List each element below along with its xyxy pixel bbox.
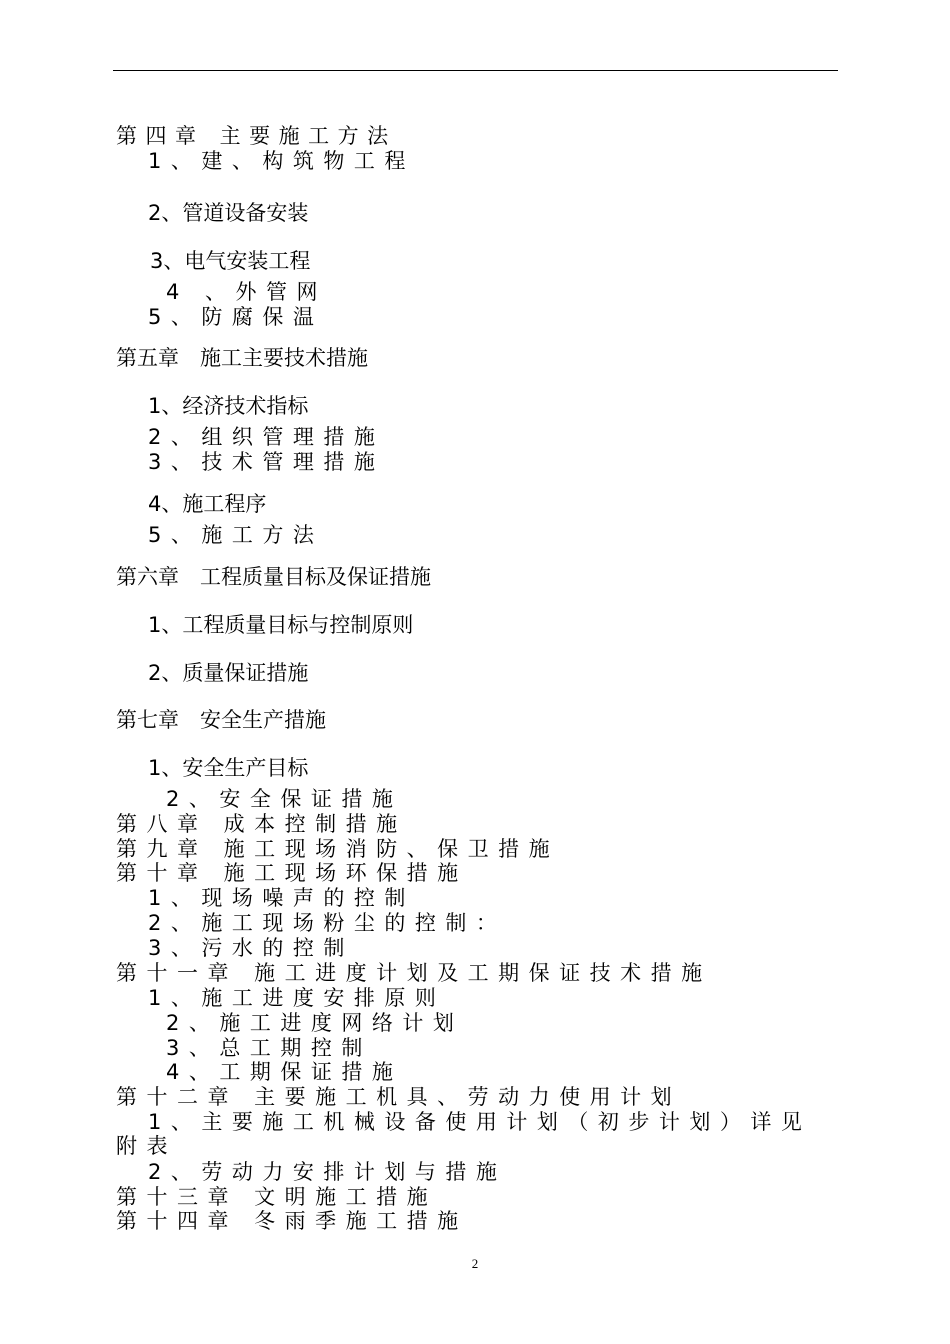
toc-chapter-10: 第十章 施工现场环保措施: [116, 861, 468, 885]
toc-chapter-6: 第六章 工程质量目标及保证措施: [116, 565, 431, 589]
toc-chapter-5: 第五章 施工主要技术措施: [116, 346, 368, 370]
toc-chapter-9: 第九章 施工现场消防、保卫措施: [116, 837, 560, 861]
toc-chapter-4: 第四章 主要施工方法: [116, 124, 397, 148]
header-rule: [113, 70, 838, 71]
toc-item-12-1: 1、主要施工机械设备使用计划（初步计划）详见附表: [116, 1110, 812, 1158]
toc-chapter-13: 第十三章 文明施工措施: [116, 1185, 438, 1209]
toc-item-10-1: 1、现场噪声的控制: [148, 886, 415, 910]
toc-item-11-1: 1、施工进度安排原则: [148, 986, 446, 1010]
toc-chapter-11: 第十一章 施工进度计划及工期保证技术措施: [116, 961, 712, 985]
toc-item-11-4: 4、工期保证措施: [166, 1060, 403, 1084]
toc-chapter-8: 第八章 成本控制措施: [116, 812, 407, 836]
toc-item-7-1: 1、安全生产目标: [148, 756, 309, 780]
toc-item-10-3: 3、污水的控制: [148, 936, 354, 960]
toc-item-5-1: 1、经济技术指标: [148, 394, 309, 418]
toc-item-11-2: 2、施工进度网络计划: [166, 1011, 464, 1035]
toc-item-12-2: 2、劳动力安排计划与措施: [148, 1160, 507, 1184]
toc-item-10-2: 2、施工现场粉尘的控制：: [148, 911, 507, 935]
toc-chapter-14: 第十四章 冬雨季施工措施: [116, 1209, 468, 1233]
toc-item-4-1: 1、建、构筑物工程: [148, 149, 415, 173]
toc-item-4-2: 2、管道设备安装: [148, 201, 309, 225]
toc-item-5-4: 4、施工程序: [148, 492, 267, 516]
toc-item-11-3: 3、总工期控制: [166, 1036, 372, 1060]
toc-item-6-1: 1、工程质量目标与控制原则: [148, 613, 414, 637]
toc-chapter-12: 第十二章 主要施工机具、劳动力使用计划: [116, 1085, 682, 1109]
toc-item-4-4: 4 、外管网: [166, 280, 328, 304]
toc-chapter-7: 第七章 安全生产措施: [116, 708, 326, 732]
toc-item-4-5: 5、防腐保温: [148, 305, 324, 329]
toc-item-4-3: 3、电气安装工程: [150, 249, 311, 273]
toc-item-7-2: 2、安全保证措施: [166, 787, 403, 811]
toc-item-5-5: 5、施工方法: [148, 523, 324, 547]
page-number: 2: [471, 1256, 479, 1271]
toc-item-6-2: 2、质量保证措施: [148, 661, 309, 685]
toc-item-5-2: 2、组织管理措施: [148, 425, 385, 449]
toc-item-5-3: 3、技术管理措施: [148, 450, 385, 474]
